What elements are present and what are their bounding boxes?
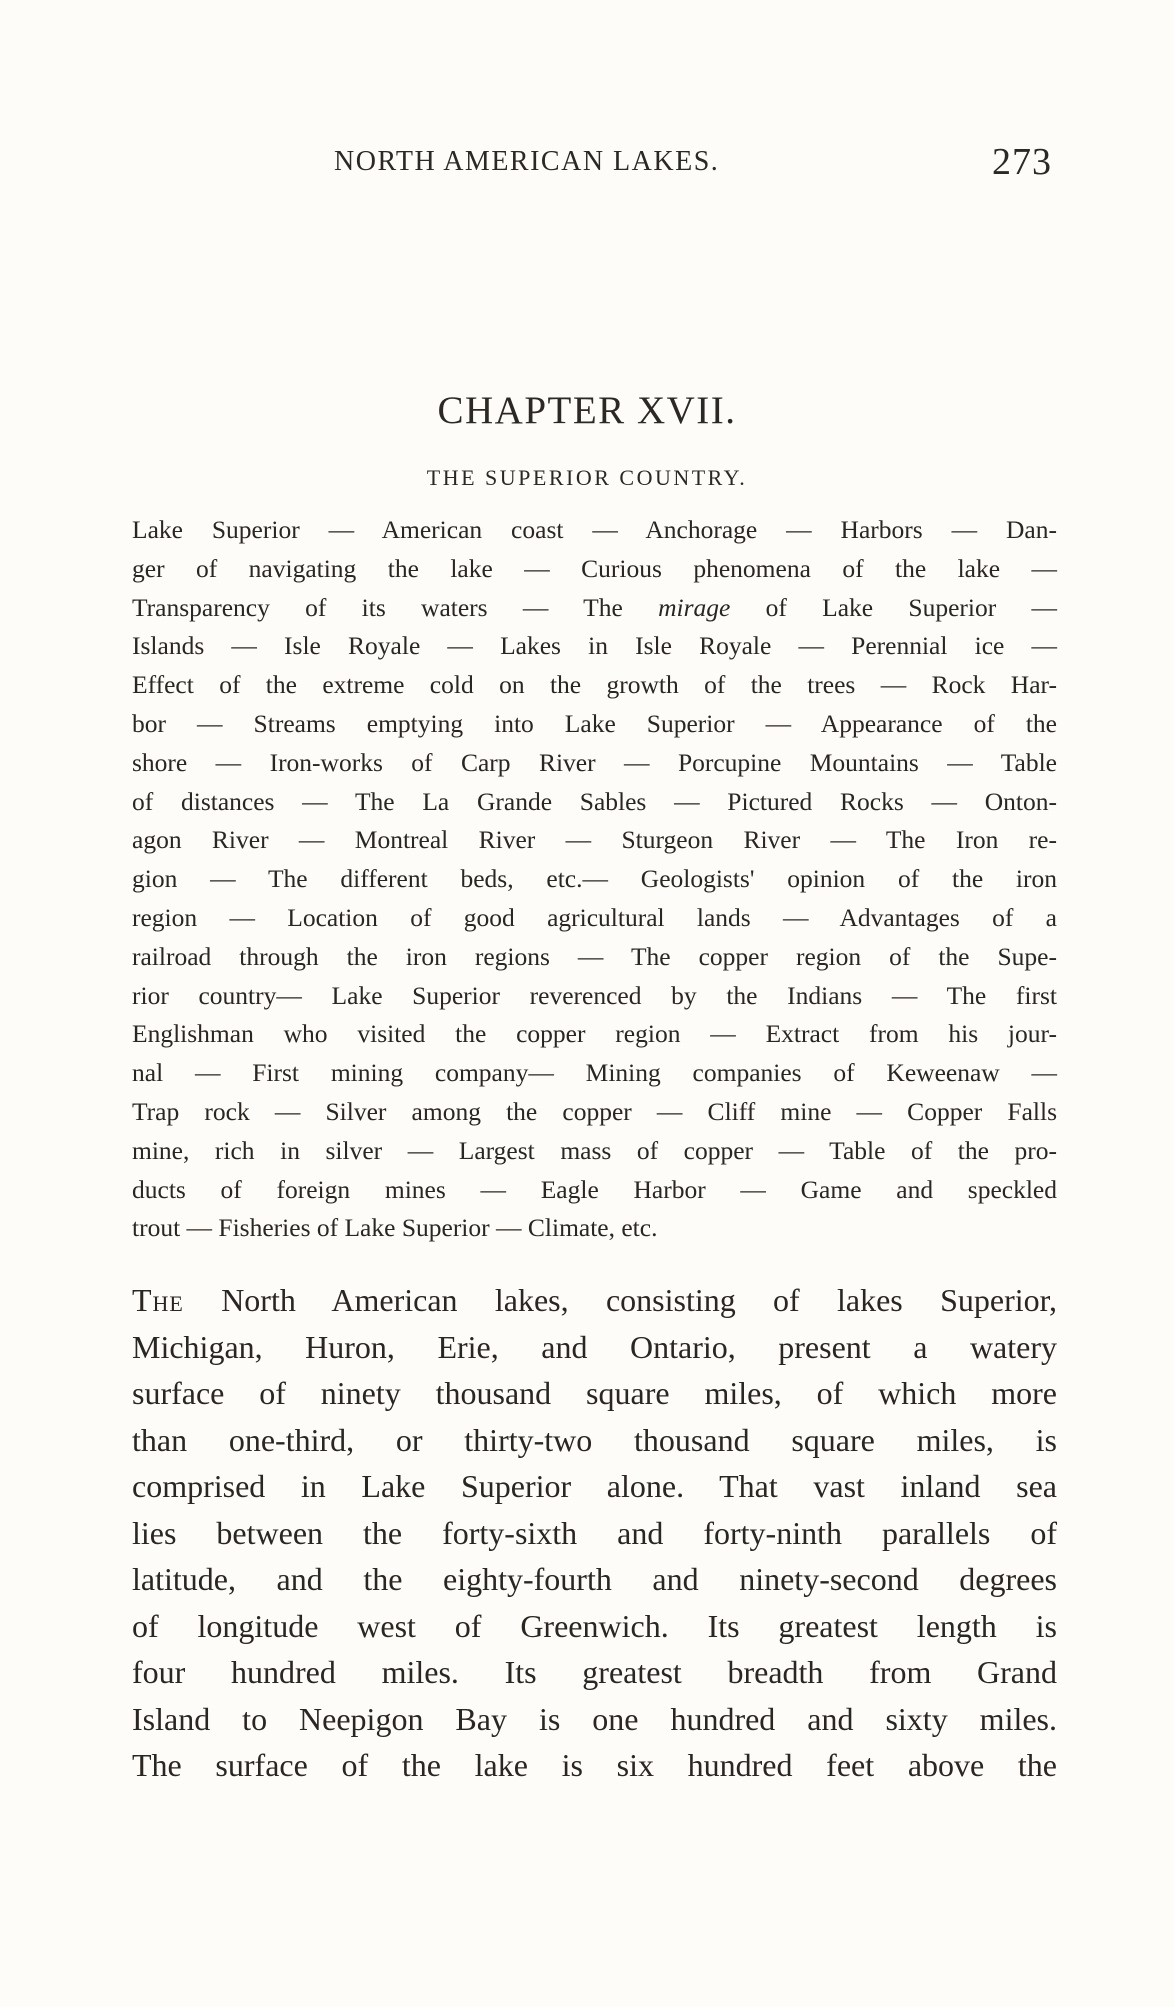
summary-line: Islands — Isle Royale — Lakes in Isle Royale — Perennial ice — [132,631,1057,661]
summary-line: gion — The different beds, etc.— Geologists' opinion of the iron [132,864,1057,894]
running-title: NORTH AMERICAN LAKES. [334,146,720,177]
summary-line: bor — Streams emptying into Lake Superior — Appearance of the [132,708,1057,738]
body-line: surface of ninety thousand square miles, of which more [132,1375,1057,1411]
summary-line: Effect of the extreme cold on the growth of the trees — Rock Har- [132,670,1057,700]
chapter-subtitle: THE SUPERIOR COUNTRY. [426,465,748,490]
summary-line [132,589,1057,628]
summary-line: mine, rich in silver — Largest mass of copper — Table of the pro- [132,1135,1057,1165]
summary-line: nal — First mining company— Mining companies of Keweenaw — [132,1058,1057,1088]
summary-line: Lake Superior — American coast — Anchorage — Harbors — Dan- [132,515,1057,544]
body-line: lies between the forty-sixth and forty-ninth parallels of [132,1514,1057,1551]
summary-segment: of Lake Superior — [730,592,1057,622]
summary-line: railroad through the iron regions — The copper region of the Supe- [132,941,1057,971]
summary-line: region — Location of good agricultural lands — Advantages of a [132,902,1057,932]
page-number: 273 [992,141,1052,183]
body-line: comprised in Lake Superior alone. That vast inland sea [132,1468,1057,1504]
body-line: of longitude west of Greenwich. Its greatest length is [132,1607,1057,1644]
drop-word: The [132,1282,184,1318]
body-line-text: North American lakes, consisting of lakes Superior, [183,1282,1057,1318]
body-line: Michigan, Huron, Erie, and Ontario, present a watery [132,1328,1057,1365]
summary-line: shore — Iron-works of Carp River — Porcupine Mountains — Table [132,747,1057,777]
running-head [320,140,1060,190]
body-paragraph [132,1277,1057,1789]
summary-line: trout — Fisheries of Lake Superior — Climate, etc. [132,1213,658,1243]
summary-italic-word: mirage [658,592,731,622]
chapter-summary [132,511,1057,1248]
summary-line: ducts of foreign mines — Eagle Harbor — Game and speckled [132,1174,1057,1204]
summary-line: ger of navigating the lake — Curious phenomena of the lake — [132,553,1057,583]
summary-line: Englishman who visited the copper region — Extract from his jour- [132,1019,1057,1049]
chapter-title: CHAPTER XVII. [437,389,737,432]
summary-line: Trap rock — Silver among the copper — Cliff mine — Copper Falls [132,1096,1057,1126]
body-line: The surface of the lake is six hundred feet above the [132,1747,1057,1783]
summary-segment: Transparency of its waters — The [132,592,659,622]
summary-line: rior country— Lake Superior reverenced by the Indians — The first [132,980,1057,1010]
body-line: Island to Neepigon Bay is one hundred and sixty miles. [132,1700,1057,1737]
body-line [132,1277,1057,1324]
body-line: latitude, and the eighty-fourth and ninety-second degrees [132,1561,1057,1597]
summary-line: of distances — The La Grande Sables — Pictured Rocks — Onton- [132,786,1057,816]
summary-line: agon River — Montreal River — Sturgeon River — The Iron re- [132,825,1057,855]
body-line: four hundred miles. Its greatest breadth from Grand [132,1654,1057,1690]
body-line: than one-third, or thirty-two thousand square miles, is [132,1421,1057,1458]
